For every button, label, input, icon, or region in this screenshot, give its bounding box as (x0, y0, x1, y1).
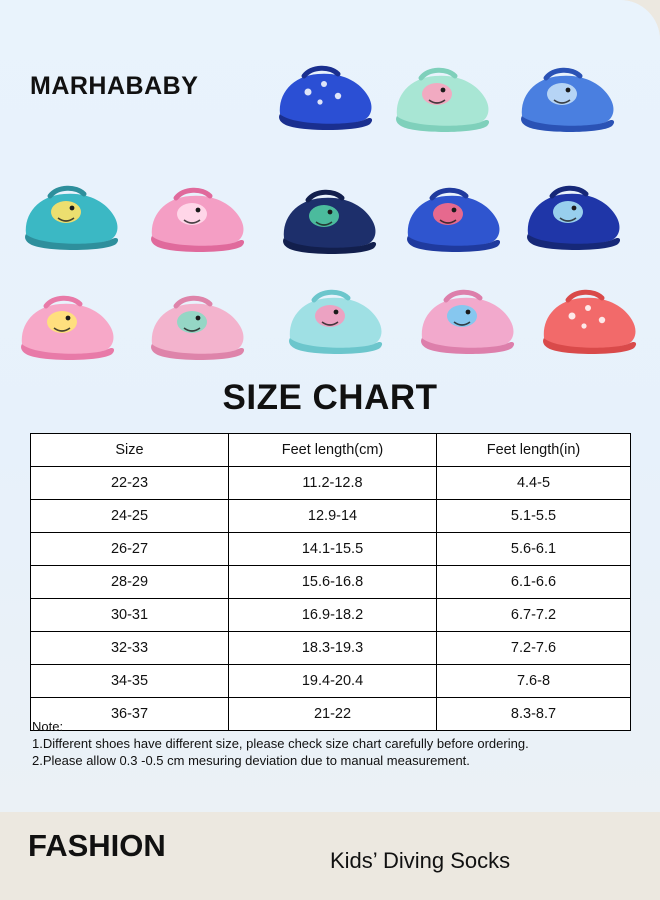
table-row (31, 533, 631, 566)
table-cell: 5.6-6.1 (437, 533, 631, 566)
note-block (32, 718, 632, 769)
table-cell: 24-25 (31, 500, 229, 533)
column-header-size: Size (31, 434, 229, 467)
table-row (31, 599, 631, 632)
shoe-pink-unicorn (410, 282, 528, 360)
table-cell: 12.9-14 (229, 500, 437, 533)
note-line-2: 2.Please allow 0.3 -0.5 cm mesuring deviation due to manual measurement. (32, 753, 470, 768)
size-chart-table (30, 433, 631, 731)
table-cell: 7.2-7.6 (437, 632, 631, 665)
footer-subtitle: Kids’ Diving Socks (330, 848, 511, 873)
table-cell: 14.1-15.5 (229, 533, 437, 566)
shoe-navy-croc (272, 182, 390, 260)
table-row (31, 566, 631, 599)
table-cell: 26-27 (31, 533, 229, 566)
table-cell: 21-22 (229, 698, 437, 731)
column-header-feet-cm: Feet length(cm) (229, 434, 437, 467)
brand-logo: MARHABABY (30, 72, 199, 100)
table-cell: 34-35 (31, 665, 229, 698)
table-cell: 4.4-5 (437, 467, 631, 500)
table-cell: 36-37 (31, 698, 229, 731)
table-cell: 6.7-7.2 (437, 599, 631, 632)
page-title: SIZE CHART (222, 378, 438, 417)
table-cell: 6.1-6.6 (437, 566, 631, 599)
table-header-row (31, 434, 631, 467)
table-row (31, 467, 631, 500)
table-cell: 5.1-5.5 (437, 500, 631, 533)
shoe-pink-dino (140, 288, 258, 366)
table-row (31, 665, 631, 698)
shoe-rainbow-robot (10, 288, 128, 366)
table-cell: 30-31 (31, 599, 229, 632)
table-row (31, 632, 631, 665)
table-cell: 32-33 (31, 632, 229, 665)
column-header-feet-in: Feet length(in) (437, 434, 631, 467)
shoe-pink-animal (140, 180, 258, 258)
footer-fashion-text: FASHION (28, 828, 166, 863)
shoe-mint-dino-top (385, 60, 503, 138)
shoe-gallery (0, 30, 660, 360)
table-row (31, 500, 631, 533)
shoe-blue-whale-top (510, 60, 628, 138)
table-cell: 11.2-12.8 (229, 467, 437, 500)
table-cell: 8.3-8.7 (437, 698, 631, 731)
note-line-1: 1.Different shoes have different size, please check size chart carefully before ordering. (32, 736, 529, 751)
table-cell: 28-29 (31, 566, 229, 599)
size-chart-body (31, 467, 631, 731)
table-cell: 19.4-20.4 (229, 665, 437, 698)
table-cell: 15.6-16.8 (229, 566, 437, 599)
shoe-navy-shark (516, 178, 634, 256)
shoe-blue-shark-top (268, 58, 386, 136)
table-cell: 22-23 (31, 467, 229, 500)
table-cell: 16.9-18.2 (229, 599, 437, 632)
table-cell: 7.6-8 (437, 665, 631, 698)
shoe-blue-crab (396, 180, 514, 258)
table-cell: 18.3-19.3 (229, 632, 437, 665)
shoe-teal-dino-left (14, 178, 132, 256)
shoe-aqua-dino (278, 282, 396, 360)
shoe-coral-dino (532, 282, 650, 360)
note-heading: Note: (32, 719, 64, 734)
